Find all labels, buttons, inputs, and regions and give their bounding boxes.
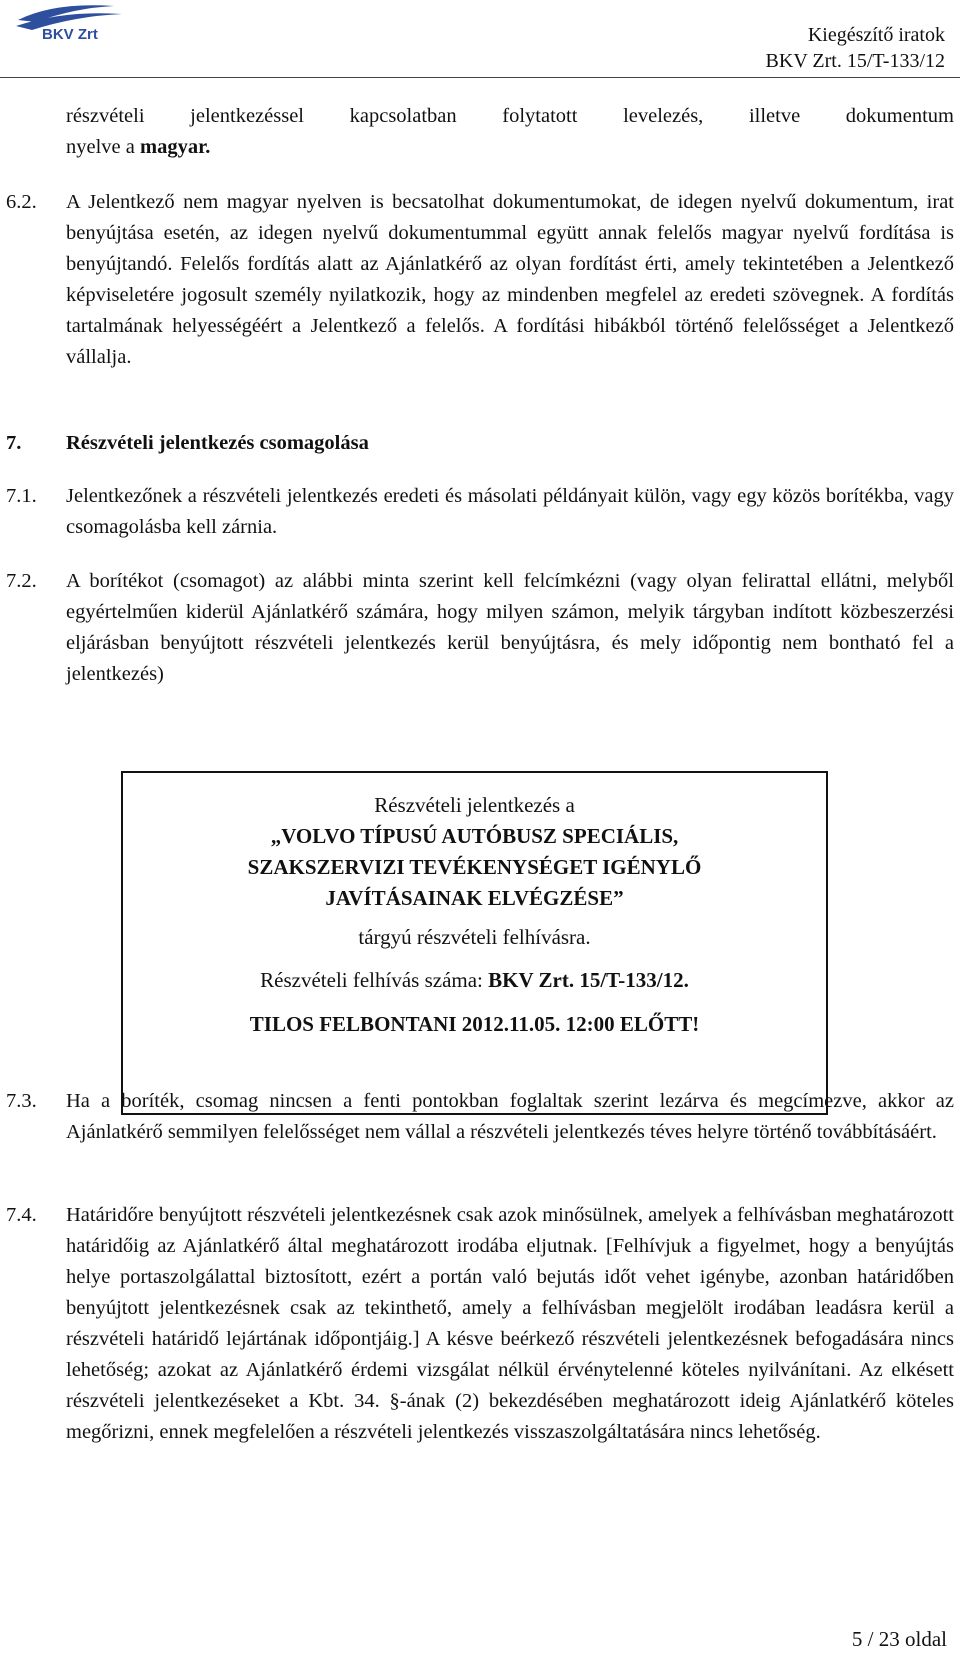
intro-line-2	[66, 132, 954, 163]
box-line-warning: TILOS FELBONTANI 2012.11.05. 12:00 ELŐTT!	[249, 1012, 700, 1036]
box-line-subject-3: JAVÍTÁSAINAK ELVÉGZÉSE”	[325, 886, 624, 910]
envelope-label-box	[121, 771, 828, 1115]
section-7-2-text: A borítékot (csomagot) az alábbi minta szerint kell felcímkézni (vagy olyan felirattal ellátni, melyből egyértelműen kiderül Ajánlatkérő számára, hogy milyen számon, melyik tárgyban indított közbeszerzési eljárásban benyújtott részvételi jelentkezés kerül benyújtásra, és mely időpontig nem bontható fel a jelentkezés)	[66, 570, 954, 685]
box-number-value: BKV Zrt. 15/T-133/12.	[488, 968, 689, 992]
header-reference: BKV Zrt. 15/T-133/12	[765, 50, 945, 72]
box-line-number	[123, 968, 826, 993]
section-7-3-text: Ha a boríték, csomag nincsen a fenti pontokban foglaltak szerint lezárva és megcímezve, akkor az Ajánlatkérő semmilyen felelősséget nem vállal a részvételi jelentkezés téves helyre történő továbbításáért.	[66, 1090, 954, 1143]
box-line-target: tárgyú részvételi felhívásra.	[358, 925, 591, 949]
header-rule	[0, 77, 960, 78]
section-7-4-text: Határidőre benyújtott részvételi jelentkezésnek csak azok minősülnek, amelyek a felhívásban meghatározott határidőig az Ajánlatkérő által meghatározott irodába eljutnak. [Felhívjuk a figyelmet, hogy a benyújtás helye portaszolgálattal biztosított, ezért a portán való bejutás időt vehet igénybe, azonban határidőben benyújtott jelentkezésnek csak az tekinthető, amely a felhívásban megjelölt irodában leadásra kerül a részvételi határidő lejártának időpontjáig.] A késve beérkező részvételi jelentkezésnek befogadására nincs lehetőség; azokat az Ajánlatkérő érdemi vizsgálat nélkül érvénytelenné köteles nyilvánítani. Az elkésett részvételi jelentkezéseket a Kbt. 34. §-ának (2) bekezdésében meghatározott ideig Ajánlatkérő köteles megőrizni, ennek megfelelően a részvételi jelentkezés visszaszolgáltatására nincs lehetőség.	[66, 1204, 954, 1443]
section-7-title: Részvételi jelentkezés csomagolása	[66, 432, 369, 454]
section-7-1-number: 7.1.	[6, 485, 37, 507]
logo-text: BKV Zrt	[42, 26, 98, 43]
page-number: 5 / 23 oldal	[851, 1627, 947, 1651]
box-line-subject-1: „VOLVO TÍPUSÚ AUTÓBUSZ SPECIÁLIS,	[270, 824, 679, 848]
box-line-subject-2: SZAKSZERVIZI TEVÉKENYSÉGET IGÉNYLŐ	[247, 855, 702, 879]
section-7-2-number: 7.2.	[6, 570, 37, 592]
intro-paragraph	[66, 101, 954, 163]
section-7-3-number: 7.3.	[6, 1090, 37, 1112]
page-header	[0, 0, 960, 80]
section-7-1-text: Jelentkezőnek a részvételi jelentkezés eredeti és másolati példányait külön, vagy egy közös borítékba, vagy csomagolásba kell zárnia.	[66, 485, 954, 538]
box-number-prefix: Részvételi felhívás száma:	[260, 968, 489, 992]
section-6-2-text: A Jelentkező nem magyar nyelven is becsatolhat dokumentumokat, de idegen nyelvű dokumentum, irat benyújtása esetén, az idegen nyelvű dokumentummal együtt annak felelős magyar nyelvű fordítása is benyújtandó. Felelős fordítás alatt az Ajánlatkérő az olyan fordítást érti, amely tekintetében a Jelentkező képviseletére jogosult személy nyilatkozik, hogy az mindenben megfelel az eredeti szövegnek. A fordítás tartalmának helyességéért a Jelentkező a felelős. A fordítási hibákból történő felelősséget a Jelentkező vállalja.	[66, 191, 954, 368]
intro-prefix: nyelve a	[66, 136, 140, 158]
section-6-2-number: 6.2.	[6, 191, 37, 213]
section-7-number: 7.	[6, 432, 22, 454]
bkv-logo	[14, 0, 126, 44]
header-right	[766, 22, 945, 74]
box-line-intro: Részvételi jelentkezés a	[374, 793, 575, 817]
intro-bold: magyar.	[140, 136, 211, 158]
header-title: Kiegészítő iratok	[807, 24, 945, 46]
section-7-4-number: 7.4.	[6, 1204, 37, 1226]
intro-line-1: részvételi jelentkezéssel kapcsolatban folytatott levelezés, illetve dokumentum	[66, 105, 954, 127]
